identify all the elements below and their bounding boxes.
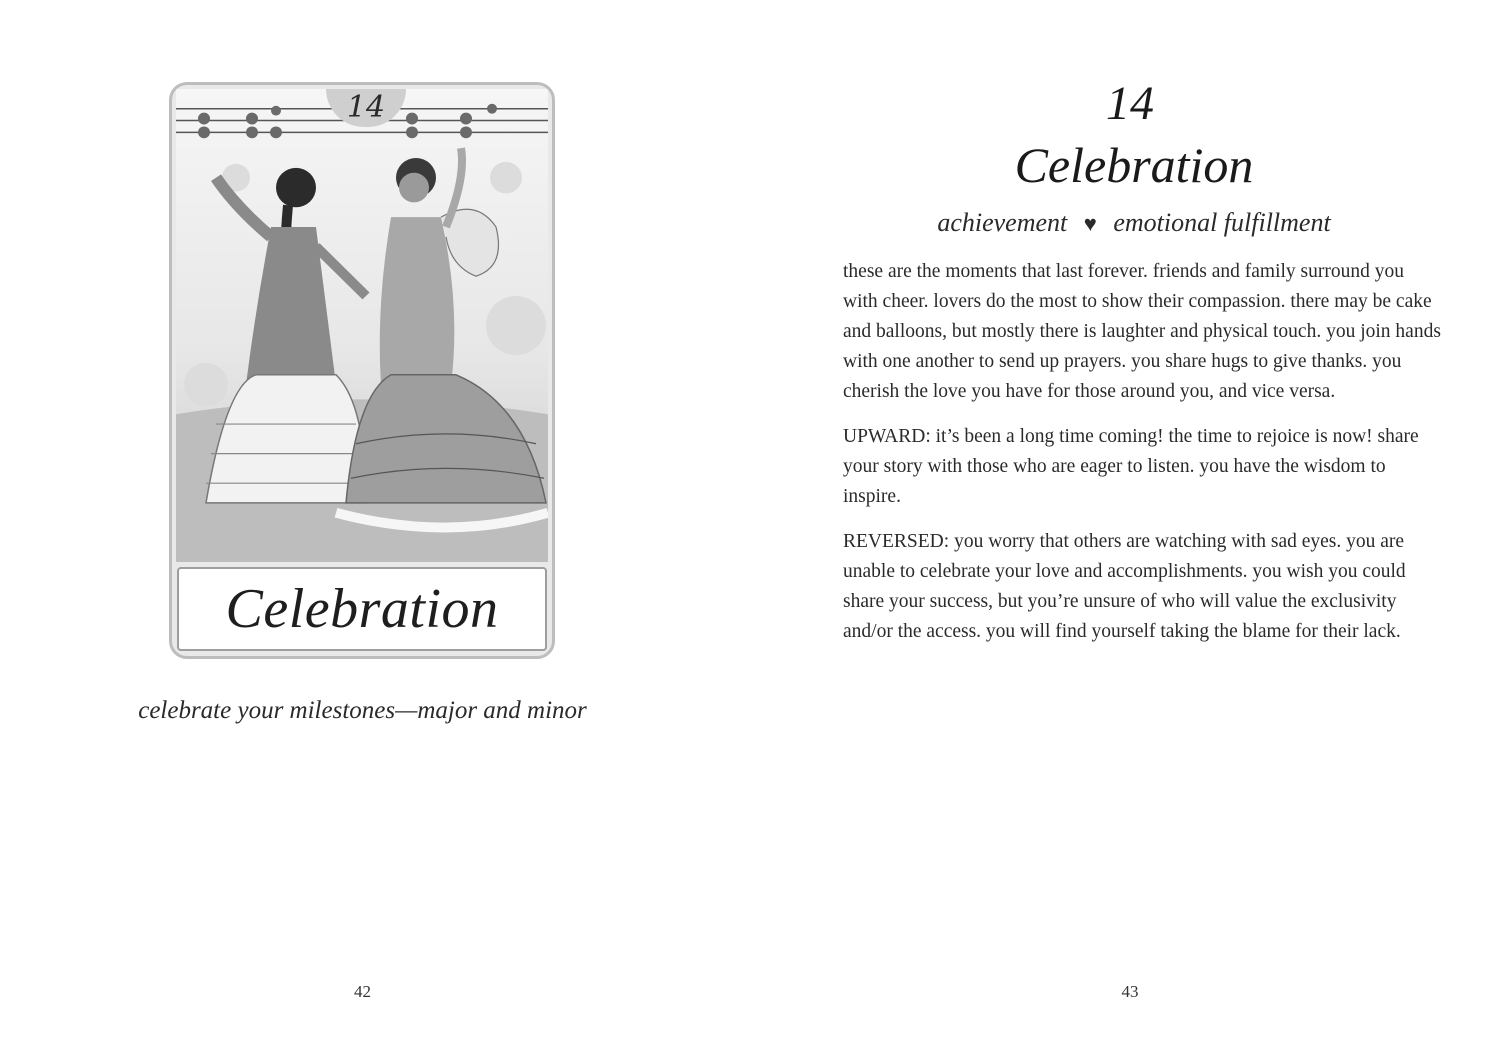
- card-label-box: [177, 567, 547, 651]
- reversed-label: REVERSED:: [843, 531, 950, 552]
- upward-text: it’s been a long time coming! the time to rejoice is now! share your story with those who are eager to listen. you have the wisdom to inspire.: [843, 426, 1419, 507]
- card-label: Celebration: [225, 578, 499, 640]
- keyword-first: achievement: [937, 208, 1068, 237]
- intro-paragraph: these are the moments that last forever. friends and family surround you with cheer. lovers do the most to show their compassion. there may be cake and balloons, but mostly there is laughter and physical touch. you join hands with one another to send up prayers. you share hugs to give thanks. you cherish the love you have for those around you, and vice versa.: [843, 261, 1441, 402]
- card-caption: celebrate your milestones—major and minor: [138, 697, 587, 724]
- card-illustration: [176, 89, 548, 562]
- card-number: 14: [346, 90, 386, 125]
- page-number-right: 43: [1121, 982, 1139, 1001]
- upward-paragraph: [843, 422, 1443, 512]
- page-number-left: 42: [354, 982, 371, 1001]
- keyword-second: emotional fulfillment: [1113, 208, 1331, 237]
- entry-number: 14: [1106, 77, 1154, 130]
- heart-icon: ♥: [1083, 211, 1097, 236]
- dancers-illustration: [176, 89, 548, 562]
- left-page: [0, 0, 725, 1041]
- tarot-card: [169, 82, 555, 659]
- body-text: [843, 257, 1443, 662]
- keywords: [760, 208, 1500, 238]
- reversed-paragraph: [843, 527, 1443, 647]
- right-page: [760, 0, 1500, 1041]
- reversed-text: you worry that others are watching with sad eyes. you are unable to celebrate your love and accomplishments. you wish you could share your success, but you’re unsure of who will value the exclusivity and/or the access. you will find yourself taking the blame for their lack.: [843, 531, 1406, 642]
- upward-label: UPWARD:: [843, 426, 931, 447]
- entry-title: Celebration: [1014, 137, 1254, 193]
